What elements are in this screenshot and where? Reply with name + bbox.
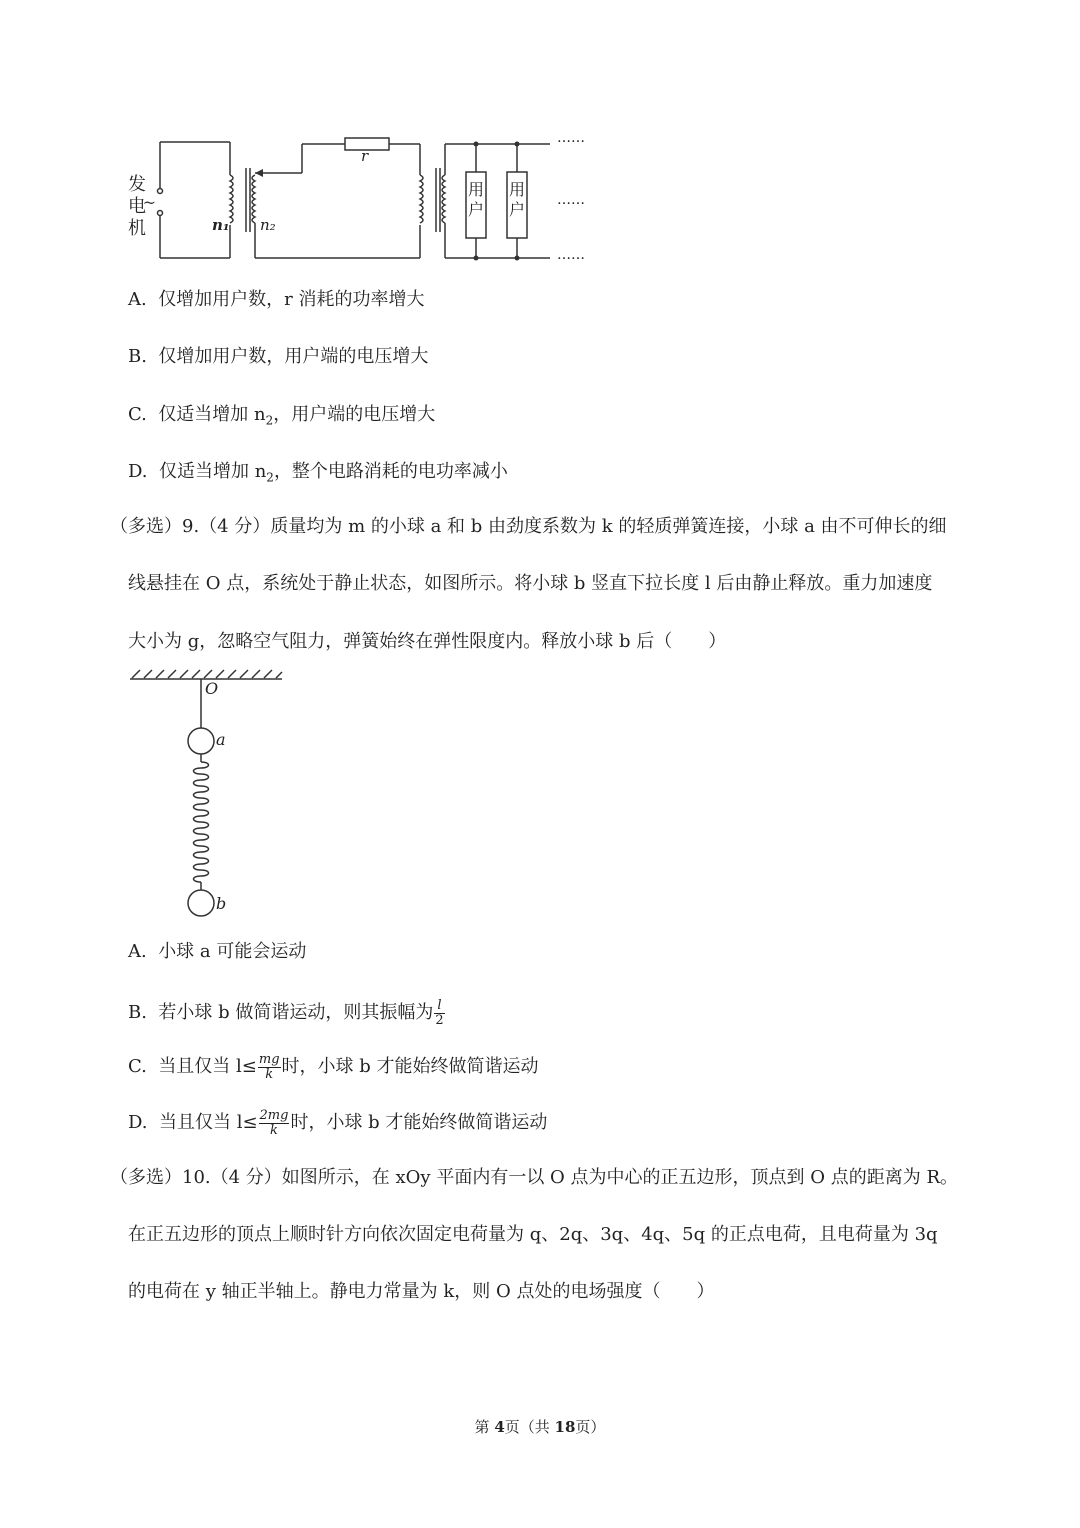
ball-b-label: b: [216, 894, 227, 913]
fraction-mg-over-k: $\frac{mg}{k}$: [258, 1051, 280, 1082]
user-label-2: 用户: [509, 180, 526, 219]
q10-stem-line-1: （多选）10.（4 分）如图所示，在 xOy 平面内有一以 O 点为中心的正五边形，顶点到 O 点的距离为 R。: [110, 1167, 958, 1188]
fraction-2mg-over-k: $\frac{2mg}{k}$: [259, 1107, 289, 1138]
q8-option-a: A. 仅增加用户数，r 消耗的功率增大: [128, 289, 425, 310]
q8-option-c: C. 仅适当增加 $n_2$，用户端的电压增大: [128, 404, 436, 428]
q8-option-d: D. 仅适当增加 $n_2$，整个电路消耗的电功率减小: [128, 461, 508, 485]
n2-label: n₂: [260, 216, 276, 234]
n1-label: n₁: [212, 216, 230, 234]
q8-option-b: B. 仅增加用户数，用户端的电压增大: [128, 346, 429, 367]
q9-option-b: B. 若小球 b 做简谐运动，则其振幅为 $\frac{l}{2}$: [128, 997, 444, 1028]
q9-stem-line-1: （多选）9.（4 分）质量均为 m 的小球 a 和 b 由劲度系数为 k 的轻质弹簧连接，小球 a 由不可伸长的细: [110, 516, 947, 537]
q10-stem-line-3: 的电荷在 y 轴正半轴上。静电力常量为 k，则 O 点处的电场强度（ ）: [128, 1281, 715, 1302]
q9-stem-line-3: 大小为 g，忽略空气阻力，弹簧始终在弹性限度内。释放小球 b 后（ ）: [128, 631, 727, 652]
dots-middle: ……: [557, 192, 585, 208]
q10-stem-line-2: 在正五边形的顶点上顺时针方向依次固定电荷量为 q、2q、3q、4q、5q 的正点电荷，且电荷量为 3q: [128, 1224, 938, 1245]
ball-a-label: a: [216, 730, 226, 749]
resistor-label: r: [361, 147, 369, 165]
user-label-1: 用户: [468, 180, 485, 219]
q9-option-a: A. 小球 a 可能会运动: [128, 941, 307, 962]
q9-option-d: D. 当且仅当 l≤ $\frac{2mg}{k}$ 时，小球 b 才能始终做简谐运动: [128, 1107, 548, 1138]
svg-text:~: ~: [142, 193, 156, 212]
transformer-circuit-figure: [120, 130, 600, 270]
generator-label: 发 电 机: [128, 174, 146, 239]
point-o-label: O: [205, 679, 219, 698]
fraction-l-over-2: $\frac{l}{2}$: [435, 997, 444, 1028]
total-pages: 18: [554, 1418, 576, 1436]
dots-top: ……: [557, 130, 585, 146]
spring-system-figure: [126, 668, 286, 920]
page-footer: 第 4页（共 18页）: [474, 1418, 606, 1436]
q9-stem-line-2: 线悬挂在 O 点，系统处于静止状态，如图所示。将小球 b 竖直下拉长度 l 后由静止释放。重力加速度: [128, 573, 933, 594]
page-number: 4: [494, 1418, 505, 1436]
dots-bottom: ……: [557, 247, 585, 263]
q9-option-c: C. 当且仅当 l≤ $\frac{mg}{k}$ 时，小球 b 才能始终做简谐运动: [128, 1051, 539, 1082]
